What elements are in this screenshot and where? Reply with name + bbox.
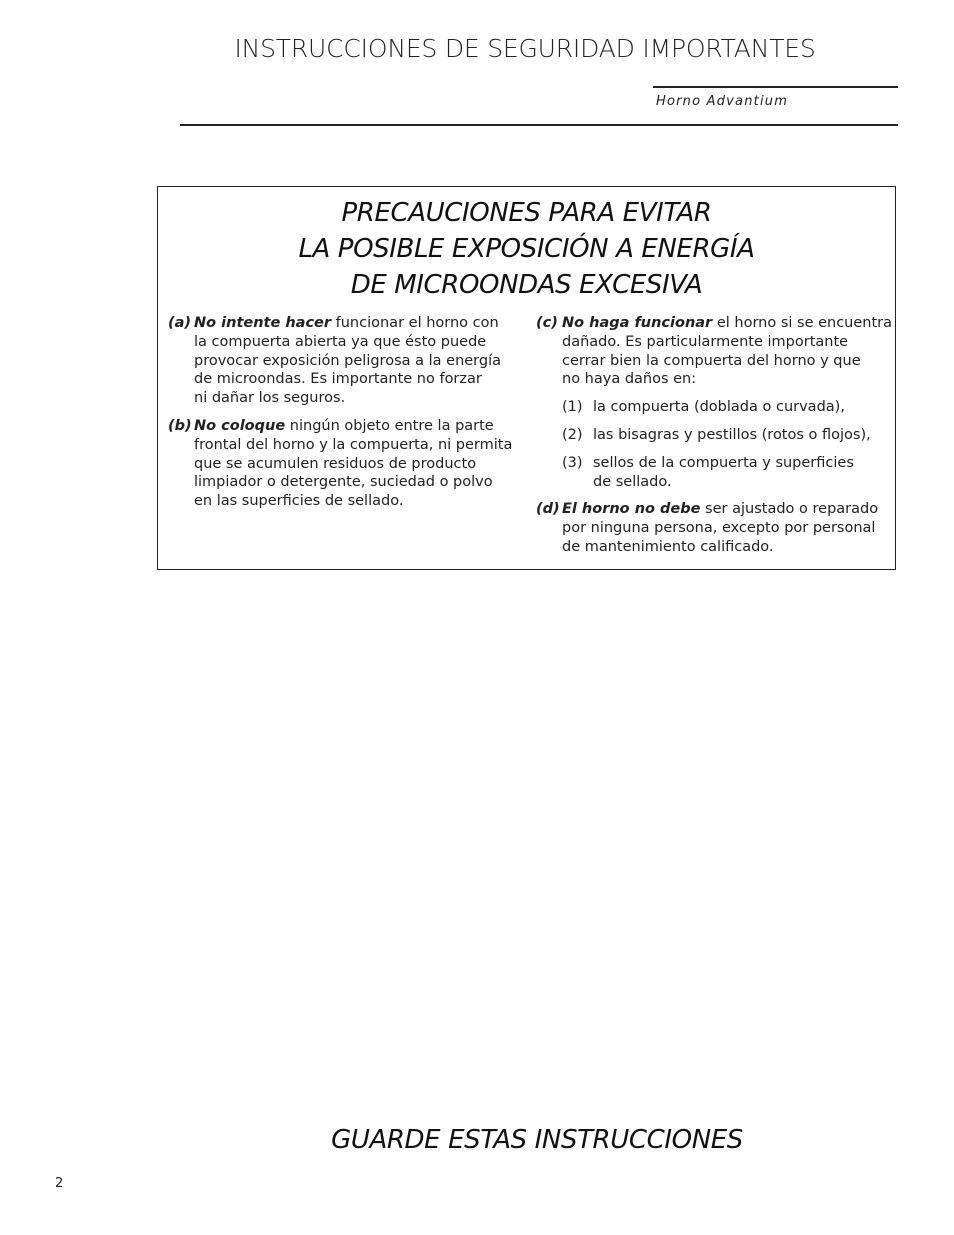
subitem-1-number: (1) <box>562 399 583 416</box>
item-b-line-2: frontal del horno y la compuerta, ni permita <box>194 436 513 453</box>
item-c-line-3: cerrar bien la compuerta del horno y que <box>562 352 861 369</box>
precautions-heading <box>158 195 895 303</box>
save-instructions-title: GUARDE ESTAS INSTRUCCIONES <box>331 1125 743 1155</box>
precautions-heading-line-2: LA POSIBLE EXPOSICIÓN A ENERGÍA <box>298 234 755 264</box>
subitem-2-line-1: las bisagras y pestillos (rotos o flojos), <box>593 426 871 443</box>
item-c-first-line-rest: el horno si se encuentra <box>712 315 893 331</box>
precautions-right-column <box>536 314 893 566</box>
header-short-divider <box>653 86 898 88</box>
product-subtitle: Horno Advantium <box>656 94 789 109</box>
item-c-line-2: dañado. Es particularmente importante <box>562 333 849 350</box>
subitem-2 <box>562 426 888 445</box>
item-b-line-4: limpiador o detergente, suciedad o polvo <box>194 474 493 491</box>
precautions-left-column <box>168 314 520 520</box>
item-d-line-2: por ninguna persona, excepto por personal <box>562 520 876 537</box>
subitem-2-number: (2) <box>562 426 583 443</box>
item-letter-d: (d) <box>536 501 560 518</box>
item-a-line-2: la compuerta abierta ya que ésto puede <box>194 333 487 350</box>
page-header-title: INSTRUCCIONES DE SEGURIDAD IMPORTANTES <box>234 34 816 63</box>
item-b-line-1 <box>194 417 520 436</box>
page-number: 2 <box>55 1176 64 1191</box>
subitem-3 <box>562 454 888 492</box>
item-letter-b: (b) <box>168 417 192 434</box>
item-d-line-3: de mantenimiento calificado. <box>562 538 774 555</box>
item-d-lead: El horno no debe <box>562 501 701 518</box>
precautions-heading-line-1: PRECAUCIONES PARA EVITAR <box>341 198 712 228</box>
item-a-line-4: de microondas. Es importante no forzar <box>194 371 482 388</box>
header-long-divider <box>180 124 898 126</box>
item-letter-c: (c) <box>536 315 558 331</box>
subitem-1-line-1: la compuerta (doblada o curvada), <box>593 399 845 416</box>
item-a-first-line-rest: funcionar el horno con <box>331 315 499 331</box>
precaution-item-a <box>168 314 520 408</box>
item-b-first-line-rest: ningún objeto entre la parte <box>285 417 494 434</box>
item-d-first-line-rest: ser ajustado o reparado <box>700 501 879 518</box>
subitem-3-number: (3) <box>562 454 583 471</box>
item-c-lead: No haga funcionar <box>562 315 713 331</box>
subitem-3-line-2: de sellado. <box>593 473 672 490</box>
precaution-item-c <box>536 314 893 389</box>
item-c-sublist <box>562 398 888 491</box>
item-c-line-4: no haya daños en: <box>562 371 697 388</box>
subitem-1 <box>562 398 888 417</box>
item-b-line-5: en las superficies de sellado. <box>194 493 404 510</box>
item-d-line-1 <box>562 500 888 519</box>
microwave-precautions-box <box>157 186 896 570</box>
subitem-3-line-1: sellos de la compuerta y superficies <box>593 454 854 471</box>
item-b-lead: No coloque <box>194 417 286 434</box>
item-a-lead: No intente hacer <box>194 315 332 331</box>
item-letter-a: (a) <box>168 315 192 331</box>
item-b-line-3: que se acumulen residuos de producto <box>194 455 477 472</box>
item-c-line-1 <box>562 314 893 333</box>
item-a-line-3: provocar exposición peligrosa a la energía <box>194 352 501 369</box>
precaution-item-b <box>168 417 520 511</box>
item-a-line-1 <box>194 314 520 333</box>
precautions-heading-line-3: DE MICROONDAS EXCESIVA <box>350 270 703 300</box>
item-a-line-5: ni dañar los seguros. <box>194 390 346 407</box>
precaution-item-d <box>536 500 888 556</box>
